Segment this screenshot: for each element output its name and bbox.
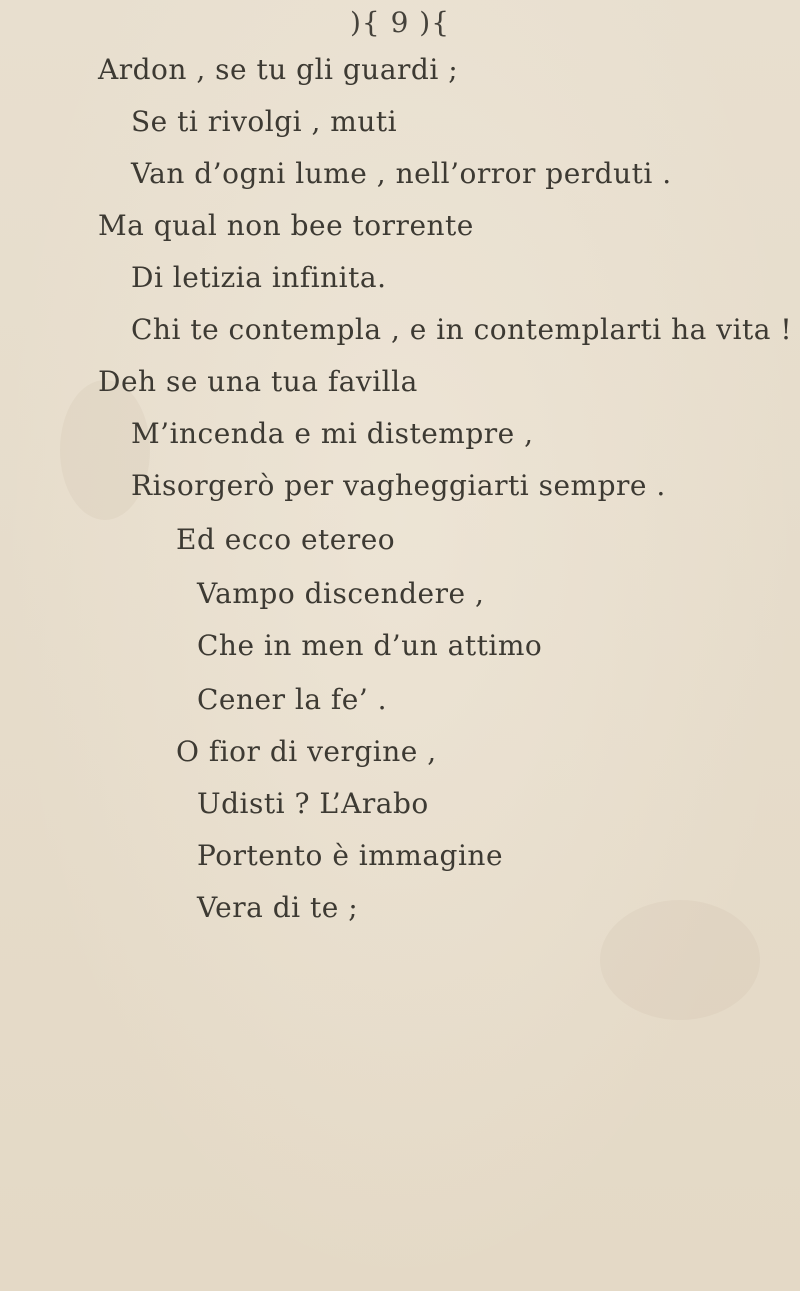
page-number-header: ){ 9 ){ — [349, 6, 451, 39]
verse-line: M’incenda e mi distempre , — [131, 417, 534, 450]
verse-line: Ardon , se tu gli guardi ; — [98, 53, 459, 86]
verse-line: Chi te contempla , e in contemplarti ha vita ! — [131, 313, 793, 346]
verse-line: Vera di te ; — [197, 891, 359, 924]
verse-line: Che in men d’un attimo — [197, 629, 543, 662]
verse-line: Udisti ? L’Arabo — [197, 787, 429, 820]
verse-line: Ma qual non bee torrente — [98, 209, 474, 242]
verse-line: Vampo discendere , — [197, 577, 485, 610]
paper-stain — [600, 900, 760, 1020]
verse-line: Risorgerò per vagheggiarti sempre . — [131, 469, 666, 502]
verse-line: Deh se una tua favilla — [98, 365, 418, 398]
verse-line: Di letizia infinita. — [131, 261, 387, 294]
verse-line: Ed ecco etereo — [176, 523, 396, 556]
verse-line: Se ti rivolgi , muti — [131, 105, 398, 138]
verse-line: Cener la fe’ . — [197, 683, 388, 716]
verse-line: Van d’ogni lume , nell’orror perduti . — [131, 157, 672, 190]
verse-line: O fior di vergine , — [176, 735, 437, 768]
verse-line: Portento è immagine — [197, 839, 504, 872]
